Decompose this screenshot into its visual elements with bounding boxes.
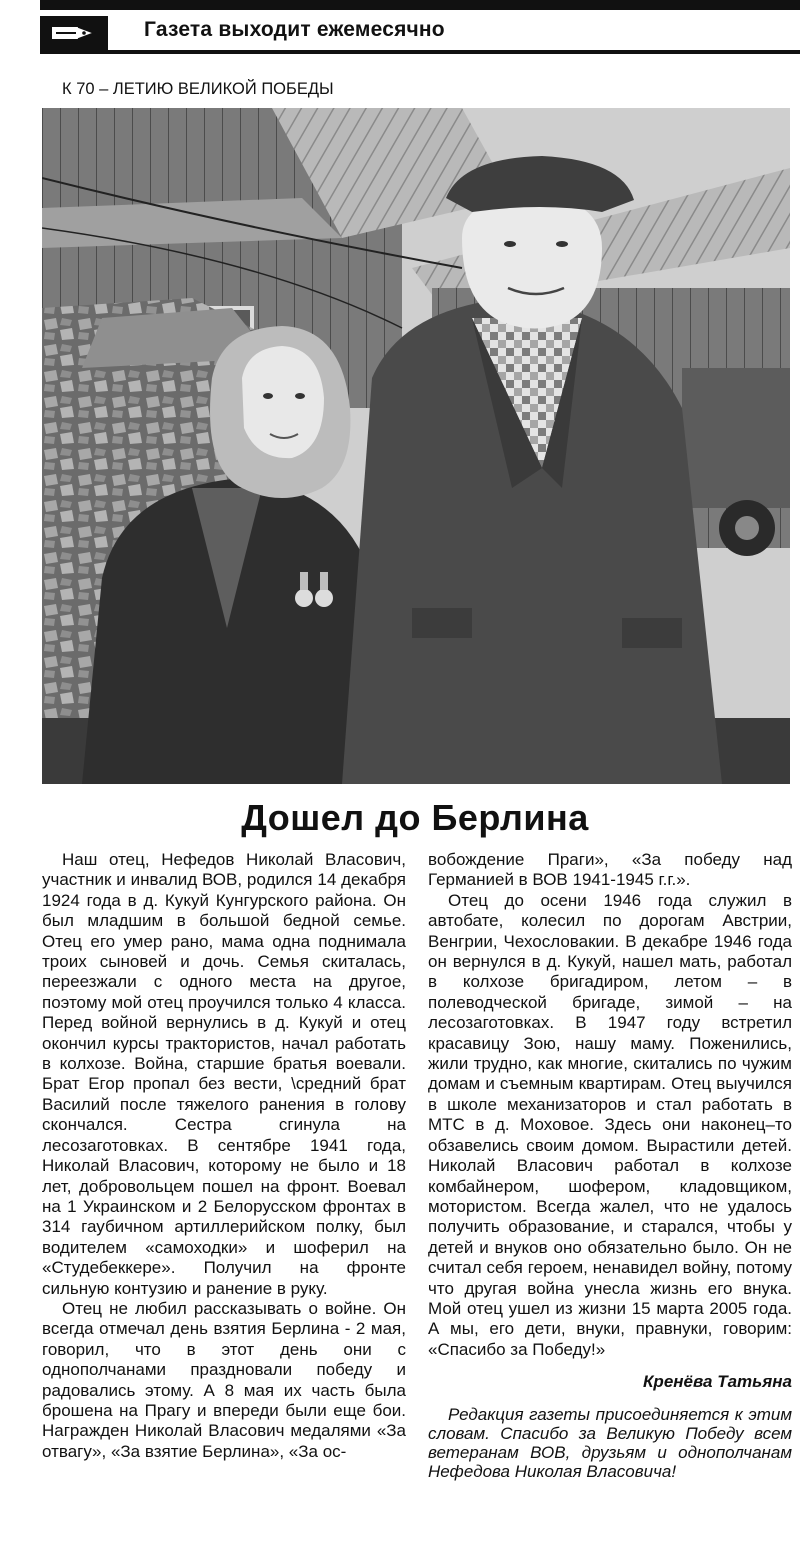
article-column-left xyxy=(42,850,406,1462)
article-column-right xyxy=(428,850,792,1481)
page-header xyxy=(40,14,800,54)
rubric-label: К 70 – ЛЕТИЮ ВЕЛИКОЙ ПОБЕДЫ xyxy=(62,80,334,98)
elderly-couple-photo xyxy=(42,108,790,784)
top-rule xyxy=(40,0,800,10)
article-paragraph: вобождение Праги», «За победу над Германией в ВОВ 1941-1945 г.г.». xyxy=(428,850,792,890)
article-paragraph: Отец не любил рассказывать о войне. Он всегда отмечал день взятия Берлина - 2 мая, говорил, что в этот день они с однополчанами праздновали победу и радовались этому. А 8 мая их часть была брошена на Прагу и впереди были еще бои. Награжден Николай Власович медалями «За отвагу», «За взятие Берлина», «За ос- xyxy=(42,1298,406,1461)
editorial-note: Редакция газеты присоединяется к этим словам. Спасибо за Великую Победу всем ветеранам ВОВ, друзьям и однополчанам Нефедова Николая Власовича! xyxy=(428,1404,792,1481)
author-signature: Кренёва Татьяна xyxy=(642,1372,792,1392)
article-paragraph: Отец до осени 1946 года служил в автобате, колесил по дорогам Австрии, Венгрии, Чехословакии. В декабре 1946 года он вернулся в д. Кукуй, нашел мать, работал в колхозе бригадиром, летом – в полеводческой бригаде, зимой – на лесозаготовках. В 1947 году встретил красавицу Зою, нашу маму. Поженились, жили трудно, как многие, скитались по чужим домам и съемным квартирам. Отец выучился в школе механизаторов и стал работать в МТС в д. Моховое. Здесь они наконец–то обзавелись своим домом. Вырастили детей. Николай Власович работал в колхозе комбайнером, шофером, кладовщиком, мотористом. Всегда жалел, что не удалось получить образование, и старался, чтобы у детей и внуков оно обязательно было. Он не считал себя героем, ненавидел войну, потому что другая война унесла жизнь его внука. Мой отец ушел из жизни 15 марта 2005 года. А мы, его дети, внуки, правнуки, говорим: «Спасибо за Победу!» xyxy=(428,890,792,1359)
article-headline: Дошел до Берлина xyxy=(241,797,589,838)
article-paragraph: Наш отец, Нефедов Николай Власович, участник и инвалид ВОВ, родился 14 декабря 1924 года в д. Кукуй Кунгурского района. Он был младшим в большой бедной семье. Отец его умер рано, мама одна поднимала троих сыновей и дочь. Семья скиталась, переезжали с одного места на другое, поэтому мой отец проучился только 4 класса. Перед войной вернулись в д. Кукуй и отец окончил курсы трактористов, начал работать в колхозе. Война, старшие братья воевали. Брат Егор пропал без вести, \средний брат Василий после тяжелого ранения в голову скончался. Сестра сгинула на лесозаготовках. В сентябре 1941 года, Николай Власович, которому не было и 18 лет, добровольцем пошел на фронт. Воевал на 1 Украинском и 2 Белорусском фронтах в 314 гаубичном артиллерийском полку, был водителем «самоходки» и шоферил на «Студебеккере». Получил на фронте сильную контузию и ранение в руку. xyxy=(42,850,406,1298)
newspaper-frequency-title: Газета выходит ежемесячно xyxy=(144,18,445,41)
pen-nib-icon xyxy=(40,16,108,50)
